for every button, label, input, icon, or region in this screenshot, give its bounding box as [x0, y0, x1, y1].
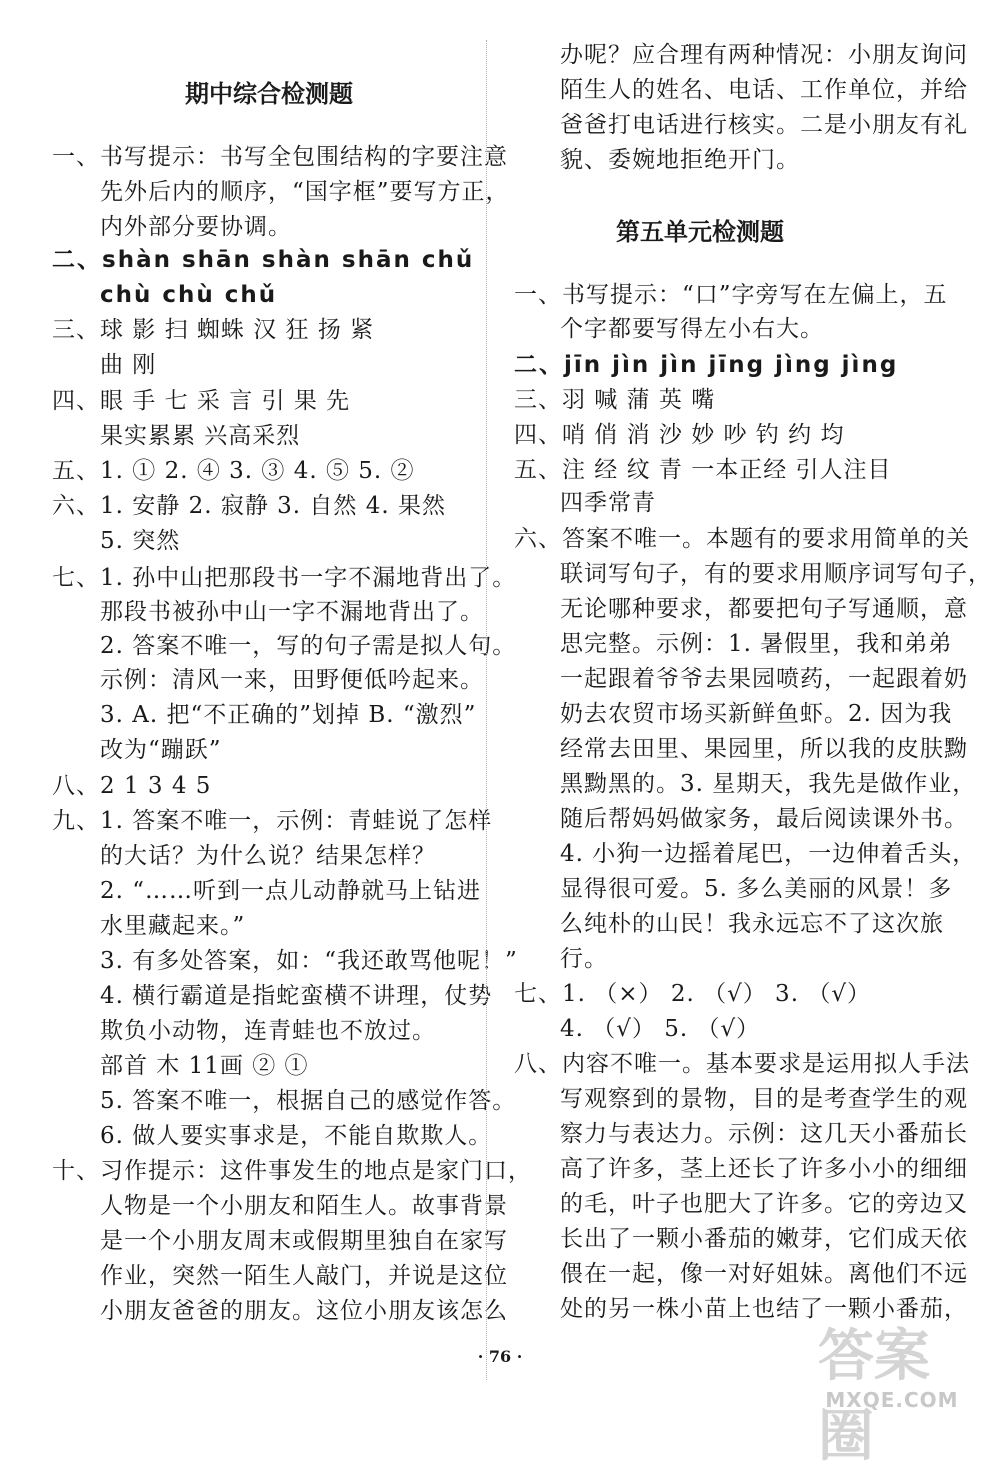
answer-line: chù chù chǔ: [100, 282, 278, 308]
answer-line: 一、书写提示：书写全包围结构的字要注意: [52, 144, 508, 170]
answer-line: 高了许多，茎上还长了许多小小的细细: [560, 1156, 968, 1182]
answer-line: 五、注 经 纹 青 一本正经 引人注目: [514, 457, 892, 483]
answer-line: 果实累累 兴高采烈: [100, 423, 301, 449]
answer-line: 貌、委婉地拒绝开门。: [560, 147, 800, 173]
answer-line: 部首 木 11画 ② ①: [100, 1053, 309, 1079]
answer-line: 的大话？为什么说？结果怎样？: [100, 843, 436, 869]
answer-line: 写观察到的景物，目的是考查学生的观: [560, 1086, 968, 1112]
answer-line: 联词写句子，有的要求用顺序词写句子，: [560, 561, 992, 587]
answer-line: 黑黝黑的。3. 星期天，我先是做作业，: [560, 771, 977, 797]
answer-line: 3. 有多处答案，如：“我还敢骂他呢！”: [100, 948, 518, 974]
answer-line: 小朋友爸爸的朋友。这位小朋友该怎么: [100, 1298, 508, 1324]
answer-line: 3. A. 把“不正确的”划掉 B. “激烈”: [100, 702, 477, 728]
answer-line: 5. 突然: [100, 528, 181, 554]
answer-line: 行。: [560, 946, 608, 972]
answer-line: 陌生人的姓名、电话、工作单位，并给: [560, 77, 968, 103]
answer-line: 先外后内的顺序，“国字框”要写方正，: [100, 179, 510, 205]
answer-line: 那段书被孙中山一字不漏地背出了。: [100, 599, 484, 625]
answer-line: 显得很可爱。5. 多么美丽的风景！多: [560, 876, 953, 902]
answer-line: 四、哨 俏 消 沙 妙 吵 钓 约 均: [514, 422, 845, 448]
answer-line: 八、2 1 3 4 5: [52, 773, 212, 799]
answer-line: 三、球 影 扫 蜘蛛 汉 狂 扬 紧: [52, 317, 375, 343]
answer-line: 曲 刚: [100, 352, 157, 378]
answer-line: 么纯朴的山民！我永远忘不了这次旅: [560, 911, 944, 937]
answer-line: 办呢？应合理有两种情况：小朋友询问: [560, 42, 968, 68]
answer-line: 五、1. ① 2. ④ 3. ③ 4. ⑤ 5. ②: [52, 458, 415, 484]
answer-line: 内外部分要协调。: [100, 214, 292, 240]
left-section-title: 期中综合检测题: [185, 80, 353, 108]
column-divider: [486, 40, 487, 1380]
answer-line: 爸爸打电话进行核实。二是小朋友有礼: [560, 112, 968, 138]
answer-line: 5. 答案不唯一，根据自己的感觉作答。: [100, 1088, 517, 1114]
watermark-mark: 答案圈: [818, 1324, 930, 1469]
answer-line: 长出了一颗小番茄的嫩芽，它们成天依: [560, 1226, 968, 1252]
answer-line: 2. “……听到一点儿动静就马上钻进: [100, 878, 482, 904]
answer-line: 改为“蹦跃”: [100, 737, 222, 763]
page-number: · 76 ·: [477, 1347, 523, 1366]
answer-line: 4. 小狗一边摇着尾巴，一边伸着舌头，: [560, 841, 977, 867]
watermark-logo: [802, 1308, 982, 1469]
answer-line: 二、shàn shān shàn shān chǔ: [52, 247, 475, 273]
answer-line: 2. 答案不唯一，写的句子需是拟人句。: [100, 633, 517, 659]
answer-line: 作业，突然一陌生人敲门，并说是这位: [100, 1263, 508, 1289]
right-section-title: 第五单元检测题: [616, 218, 784, 246]
answer-line: 4. 横行霸道是指蛇蛮横不讲理，仗势: [100, 983, 493, 1009]
answer-line: 4. （√） 5. （√）: [560, 1016, 761, 1042]
answer-line: 欺负小动物，连青蛙也不放过。: [100, 1018, 436, 1044]
answer-line: 一起跟着爷爷去果园喷药，一起跟着奶: [560, 666, 968, 692]
answer-line: 七、1. 孙中山把那段书一字不漏地背出了。: [52, 565, 517, 591]
answer-line: 处的另一株小苗上也结了一颗小番茄，: [560, 1296, 968, 1322]
answer-line: 思完整。示例：1. 暑假里，我和弟弟: [560, 631, 953, 657]
answer-line: 七、1. （×） 2. （√） 3. （√）: [514, 981, 871, 1007]
answer-line: 随后帮妈妈做家务，最后阅读课外书。: [560, 806, 968, 832]
answer-line: 四、眼 手 七 采 言 引 果 先: [52, 388, 351, 414]
answer-line: 的毛，叶子也肥大了许多。它的旁边又: [560, 1191, 968, 1217]
answer-line: 六、1. 安静 2. 寂静 3. 自然 4. 果然: [52, 493, 446, 519]
answer-line: 人物是一个小朋友和陌生人。故事背景: [100, 1193, 508, 1219]
answer-line: 八、内容不唯一。基本要求是运用拟人手法: [514, 1051, 970, 1077]
answer-line: 无论哪种要求，都要把句子写通顺，意: [560, 596, 968, 622]
answer-line: 十、习作提示：这件事发生的地点是家门口，: [52, 1158, 532, 1184]
answer-line: 二、jīn jìn jìn jīng jìng jìng: [514, 352, 899, 378]
answer-line: 6. 做人要实事求是，不能自欺欺人。: [100, 1123, 493, 1149]
answer-line: 三、羽 喊 蒲 英 嘴: [514, 387, 716, 413]
answer-line: 察力与表达力。示例：这几天小番茄长: [560, 1121, 968, 1147]
answer-line: 九、1. 答案不唯一，示例：青蛙说了怎样: [52, 808, 493, 834]
answer-line: 一、书写提示：“口”字旁写在左偏上，五: [514, 282, 948, 308]
answer-line: 水里藏起来。”: [100, 913, 246, 939]
answer-line: 奶去农贸市场买新鲜鱼虾。2. 因为我: [560, 701, 953, 727]
answer-line: 偎在一起，像一对好姐妹。离他们不远: [560, 1261, 968, 1287]
watermark-site: MXQE.COM: [825, 1388, 959, 1412]
answer-line: 是一个小朋友周末或假期里独自在家写: [100, 1228, 508, 1254]
answer-line: 六、答案不唯一。本题有的要求用简单的关: [514, 526, 970, 552]
answer-line: 经常去田里、果园里，所以我的皮肤黝: [560, 736, 968, 762]
answer-line: 四季常青: [560, 490, 656, 516]
answer-line: 示例：清风一来，田野便低吟起来。: [100, 667, 484, 693]
answer-line: 个字都要写得左小右大。: [560, 316, 824, 342]
